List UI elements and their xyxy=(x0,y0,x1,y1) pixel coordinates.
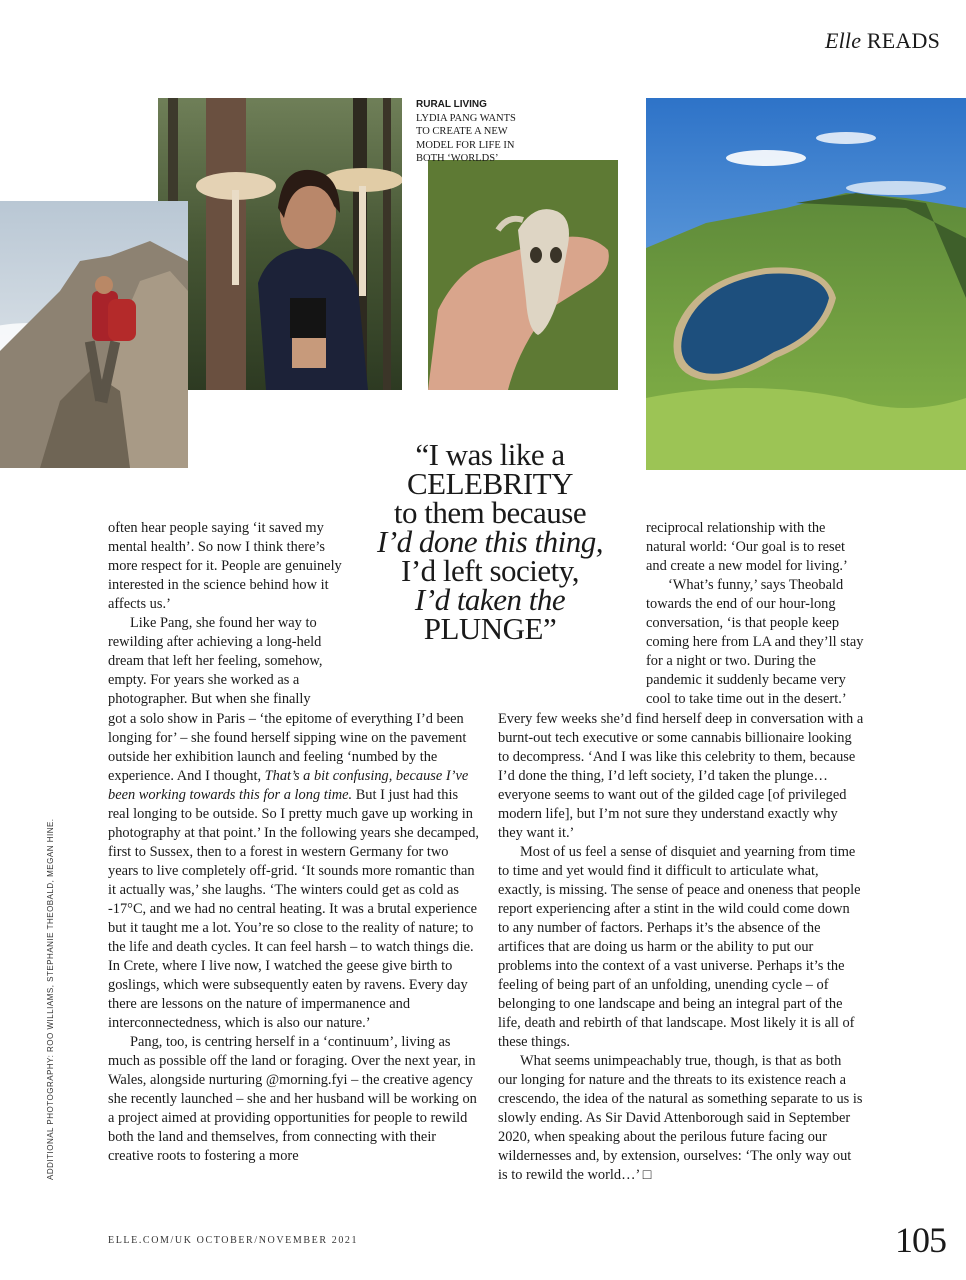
article-paragraph: often hear people saying ‘it saved my mental health’. So now I think there’s more respect for it. People are genuinely interested in the science behind how it affects us.’ xyxy=(108,520,342,612)
pull-quote-line: “I was like a xyxy=(415,437,565,472)
pull-quote xyxy=(360,437,620,646)
photo-credit: ADDITIONAL PHOTOGRAPHY: ROO WILLIAMS, STEPHANIE THEOBALD, MEGAN HINE. xyxy=(46,818,55,1180)
section-name: READS xyxy=(866,28,940,53)
article-column-left-top xyxy=(108,519,344,709)
article-paragraph: Pang, too, is centring herself in a ‘continuum’, living as much as possible off the land or foraging. Over the next year, in Wales, alongside nurturing @morning.fyi – the creative agency she recently launched – she and her husband will be working on a project aimed at providing opportunities for people to rewild both the land and themselves, from connecting with their creative roots to fostering a more xyxy=(108,1034,477,1164)
woman-holding-mushrooms-photo xyxy=(158,98,402,390)
photo-caption xyxy=(416,98,532,166)
italic-quote: That’s a bit confusing, because I’ve been working towards this for a long time. xyxy=(108,768,469,803)
footer-issue: ELLE.COM/UK OCTOBER/NOVEMBER 2021 xyxy=(108,1235,359,1246)
pull-quote-line: CELEBRITY xyxy=(407,466,573,501)
mountain-hiker-photo xyxy=(0,201,188,468)
article-paragraph: ‘What’s funny,’ says Theobald towards the end of our hour-long conversation, ‘is that people keep coming here from LA and they’ll stay for a night or two. During the pandemic it suddenly became very cool to take time out in the desert.’ xyxy=(646,577,864,707)
article-column-left-bottom xyxy=(108,710,480,1166)
pull-quote-line: to them because xyxy=(393,495,587,530)
article-paragraph: reciprocal relationship with the natural world: ‘Our goal is to reset and create a new model for living.’ xyxy=(646,520,848,574)
article-column-right-bottom xyxy=(498,710,864,1185)
article-paragraph: got a solo show in Paris – ‘the epitome of everything I’d been longing for’ – she found herself sipping wine on the pavement outside her exhibition launch and feeling ‘numbed by the experience. And I thought, That’s a bit confusing, because I’ve been working towards this for a long time. But I just had this real longing to be outside. So I pretty much gave up working in photography at that point.’ In the following years she decamped, first to Sussex, then to a forest in western Germany for two years to live completely off-grid. ‘It sounds more romantic than it actually was,’ she laughs. ‘The winters could get as cold as -17°C, and we had no central heating. It was a brutal experience but it taught me a lot. You’re so close to the reality of nature; to the life and death cycles. It can feel harsh – to watch things die. In Crete, where I live now, I watched the geese give birth to goslings, which were subsequently eaten by ravens. Every day there are lessons on the nature of impermanence and interconnectedness, which is also our nature.’ xyxy=(108,711,479,1031)
hand-holding-skull-photo xyxy=(428,160,618,390)
caption-text: LYDIA PANG WANTS TO CREATE A NEW MODEL FOR LIFE IN BOTH ‘WORLDS’ xyxy=(416,112,516,164)
pull-quote-line: I’d left society, xyxy=(401,553,579,588)
pull-quote-line: PLUNGE” xyxy=(423,611,557,646)
caption-heading: RURAL LIVING xyxy=(416,99,487,110)
article-paragraph: Every few weeks she’d find herself deep in conversation with a burnt-out tech executive or some cannabis billionaire looking to decompress. ‘And I was like this celebrity to them, because I’d done the thing, I’d left society, I’d taken the plunge… everyone seems to want out of the gilded cage [of privileged modern life], but I’m not sure they understand exactly why they want it.’ xyxy=(498,711,864,841)
pull-quote-line: I’d taken the xyxy=(414,582,566,617)
section-header xyxy=(825,28,940,54)
pull-quote-line: I’d done this thing, xyxy=(377,524,603,559)
article-paragraph: What seems unimpeachably true, though, is that as both our longing for nature and the threats to its existence reach a crescendo, the idea of the natural as something separate to us is slowly ending. As Sir David Attenborough said in September 2020, when speaking about the perilous future facing our wildernesses and, by extension, ourselves: ‘The only way out is to rewild the world…’ □ xyxy=(498,1053,863,1183)
page-number: 105 xyxy=(895,1220,946,1260)
article-paragraph: Most of us feel a sense of disquiet and yearning from time to time and yet would find it difficult to articulate what, exactly, is missing. The sense of peace and oneness that people report experiencing after a stint in the wild could come down to any number of factors. Perhaps it’s the absence of the artifices that are doing us harm or the ability to put our problems into the context of a vast universe. Perhaps it’s the feeling of being part of an unfolding, unending cycle – of belonging to one landscape and being an integral part of the life, death and rebirth of that landscape. Most likely it is all of these things. xyxy=(498,844,861,1050)
article-column-right-top xyxy=(646,519,866,709)
article-paragraph: Like Pang, she found her way to rewilding after achieving a long-held dream that left her feeling, somehow, empty. For years she worked as a photographer. But when she finally xyxy=(108,615,323,707)
mountain-lake-photo xyxy=(646,98,966,470)
brand-name: Elle xyxy=(824,28,862,53)
